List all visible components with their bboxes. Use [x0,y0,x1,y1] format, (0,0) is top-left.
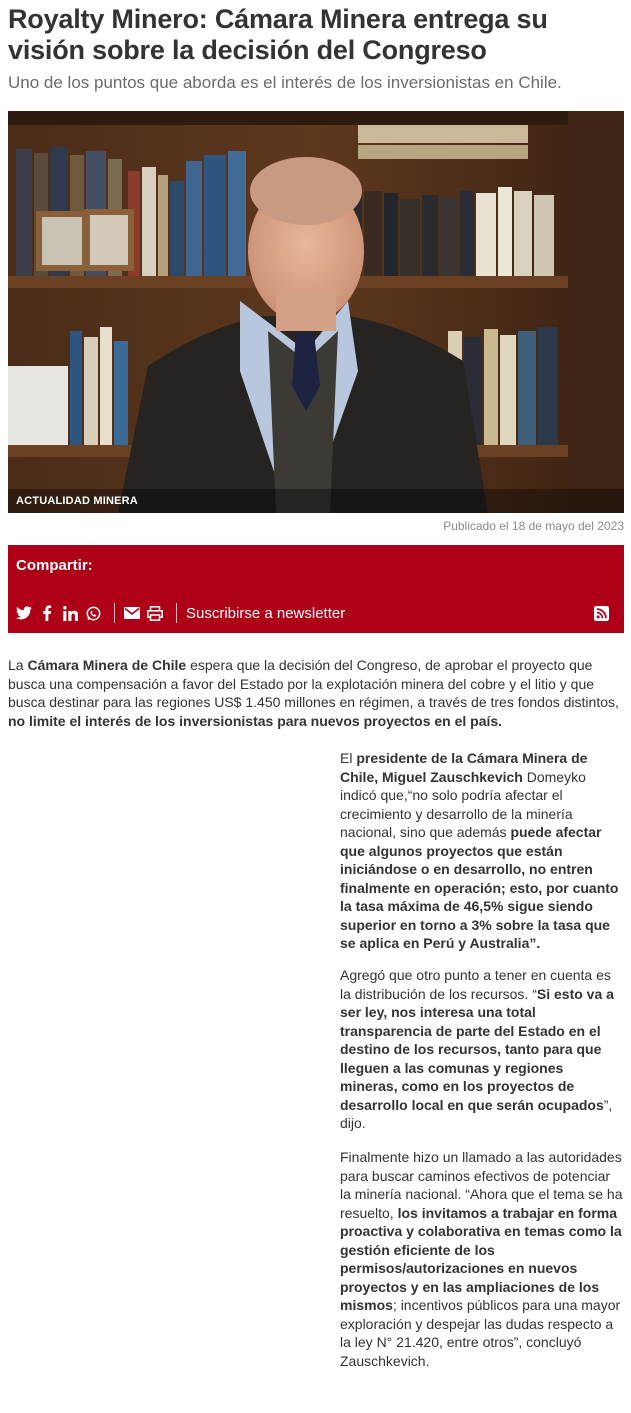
rss-icon[interactable] [593,605,609,621]
twitter-icon[interactable] [16,605,32,621]
email-icon[interactable] [124,605,140,621]
share-divider [176,603,177,623]
image-caption: ACTUALIDAD MINERA [8,489,624,513]
intro-text: espera que la decisión del Congreso, de aprobar el proyecto que busca una compensación a favor del Estado por la explotación minera del cobre y el litio y que busca destinar para las regiones US$ 1.450 millones en régimen, a través de tres fondos distintos, [8,657,619,710]
print-icon[interactable] [147,605,163,621]
portrait-photo [8,111,624,513]
article-hero-image [8,111,624,513]
article-paragraph [340,749,624,953]
share-bar [8,545,624,633]
share-divider [114,603,115,623]
article-paragraph [340,966,624,1133]
facebook-icon[interactable] [39,605,55,621]
newsletter-link[interactable]: Suscribirse a newsletter [186,604,346,622]
paragraph-bold: Si esto va a ser ley, nos interesa una total transparencia de parte del Estado en el destino de los recursos, tanto para que lleguen a las comunas y regiones mineras, como en los proyectos de desarrollo local en que serán ocupados [340,985,614,1113]
paragraph-text: Finalmente hizo un llamado a las autoridades para buscar caminos efectivos de potenciar la minería nacional. “Ahora que el tema se ha resuelto, [340,1149,623,1221]
linkedin-icon[interactable] [62,605,78,621]
whatsapp-icon[interactable] [85,605,101,621]
intro-bold: Cámara Minera de Chile [27,657,187,673]
paragraph-bold: presidente de la Cámara Minera de Chile, Miguel Zauschkevich [340,750,588,785]
intro-text: La [8,657,28,673]
article-paragraph [340,1148,624,1370]
paragraph-text: Domeyko indicó que,“no solo podría afectar el crecimiento y desarrollo de la minería nacional, sino que además [340,768,586,840]
article-intro-paragraph [8,656,624,730]
paragraph-text: ”, dijo. [340,1096,613,1131]
article-subtitle: Uno de los puntos que aborda es el interés de los inversionistas en Chile. [8,73,562,92]
paragraph-text: Agregó que otro punto a tener en cuenta es la distribución de los recursos. “ [340,967,611,1002]
article-title: Royalty Minero: Cámara Minera entrega su visión sobre la decisión del Congreso [8,4,548,65]
share-title: Compartir: [16,557,93,574]
published-date: Publicado el 18 de mayo del 2023 [443,519,624,533]
intro-bold: no limite el interés de los inversionistas para nuevos proyectos en el país. [8,712,503,729]
paragraph-bold: puede afectar que algunos proyectos que están iniciándose o en desarrollo, no entren finalmente en operación; esto, por cuanto la tasa máxima de 46,5% sigue siendo superior en torno a 3% sobre la tasa que se aplica en Perú y Australia”. [340,824,619,951]
paragraph-bold: los invitamos a trabajar en forma proactiva y colaborativa en temas como la gestión eficiente de los permisos/autorizaciones en nuevos proyectos y en las ampliaciones de los mismos [340,1204,622,1313]
share-actions [16,603,616,623]
paragraph-text: El [340,750,357,766]
paragraph-text: ; incentivos públicos para una mayor exploración y despejar las dudas respecto a la ley N° 21.420, entre otros”, concluyó Zauschkevich. [340,1297,621,1369]
